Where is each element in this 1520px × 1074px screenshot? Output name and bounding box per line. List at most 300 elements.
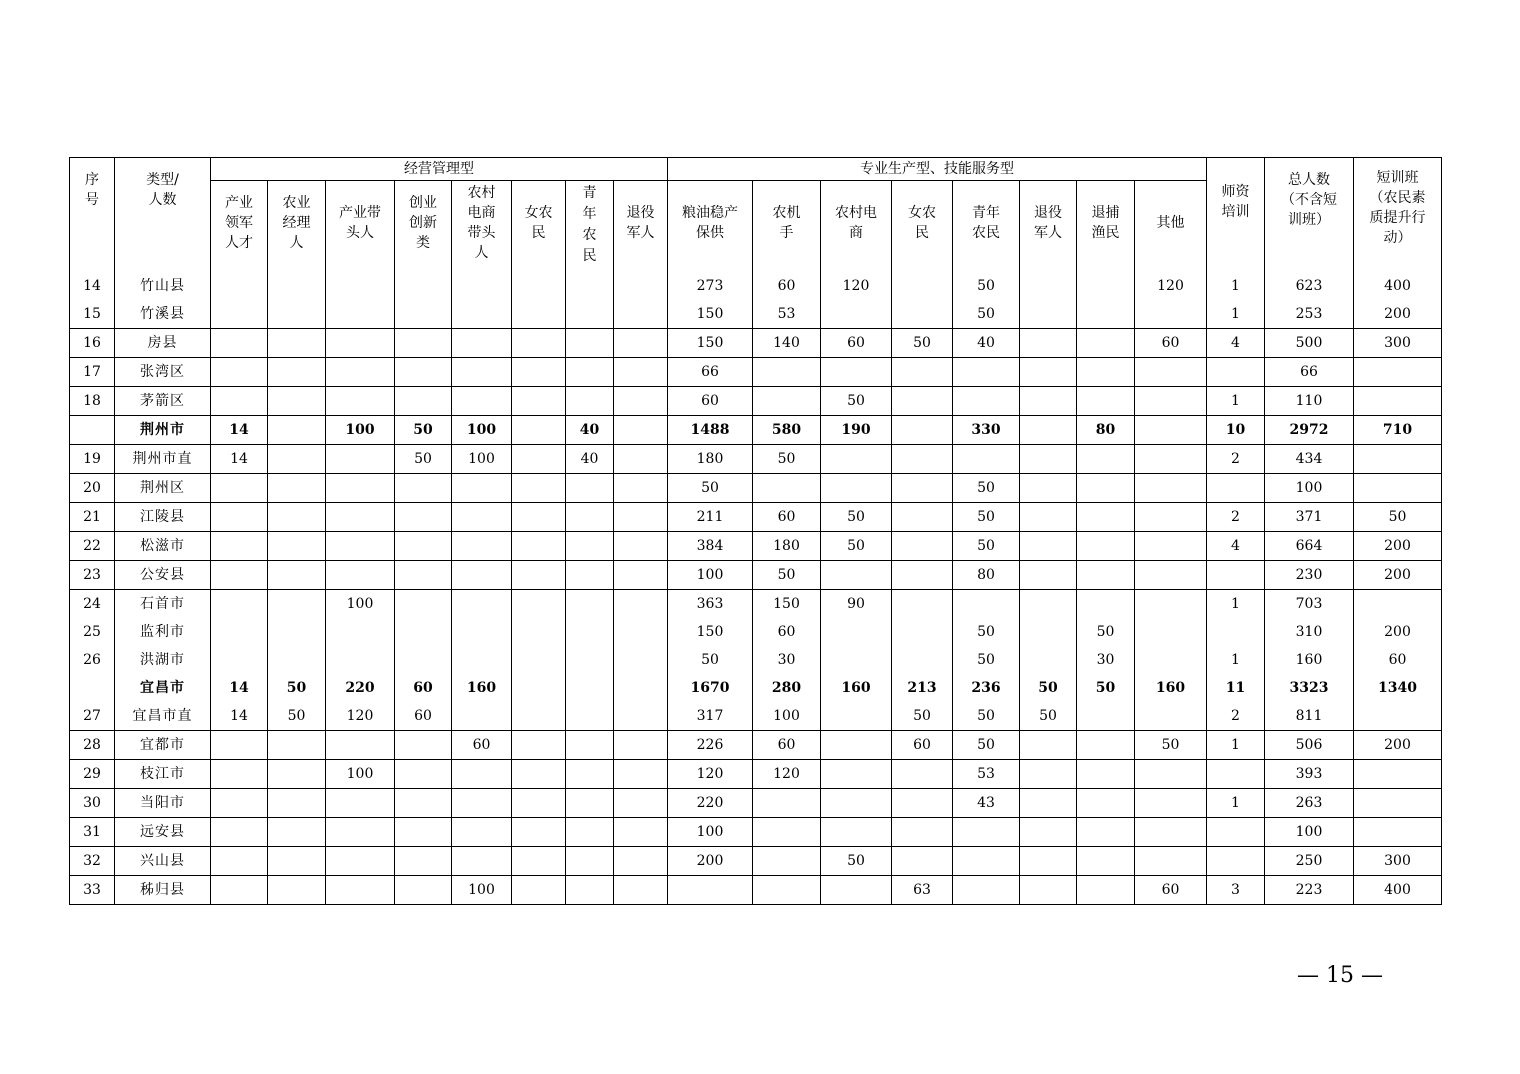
cell-value: 1	[1207, 789, 1265, 818]
cell-value: 50	[953, 618, 1020, 646]
cell-value	[892, 474, 953, 503]
cell-value: 160	[452, 674, 512, 702]
cell-value	[566, 731, 614, 760]
cell-value	[1135, 358, 1207, 387]
cell-value: 63	[892, 876, 953, 905]
training-statistics-table	[69, 157, 1442, 905]
header-group-production: 专业生产型、技能服务型	[668, 158, 1207, 181]
cell-region: 江陵县	[115, 503, 211, 532]
cell-value	[566, 272, 614, 300]
cell-value	[1135, 646, 1207, 674]
cell-value	[326, 329, 395, 358]
cell-value: 14	[211, 445, 268, 474]
table-row	[70, 503, 1442, 532]
cell-value	[512, 702, 566, 731]
cell-value	[326, 847, 395, 876]
cell-value	[512, 674, 566, 702]
cell-value: 160	[1135, 674, 1207, 702]
cell-value	[821, 358, 892, 387]
cell-value	[268, 272, 326, 300]
header-total: 总人数 （不含短 训班）	[1265, 158, 1354, 273]
header-group-management: 经营管理型	[211, 158, 668, 181]
cell-value	[326, 876, 395, 905]
cell-value	[268, 561, 326, 590]
cell-value: 500	[1265, 329, 1354, 358]
cell-region: 竹溪县	[115, 300, 211, 329]
cell-value	[211, 646, 268, 674]
cell-value	[1207, 561, 1265, 590]
cell-value: 50	[821, 503, 892, 532]
cell-value: 200	[1354, 618, 1442, 646]
cell-value	[211, 731, 268, 760]
cell-value: 280	[753, 674, 821, 702]
cell-value: 811	[1265, 702, 1354, 731]
cell-value	[614, 847, 668, 876]
cell-value: 4	[1207, 329, 1265, 358]
cell-value	[953, 847, 1020, 876]
cell-value	[821, 876, 892, 905]
cell-seq: 14	[70, 272, 115, 300]
cell-value: 30	[753, 646, 821, 674]
table-row	[70, 760, 1442, 789]
cell-value: 200	[1354, 532, 1442, 561]
cell-value: 120	[753, 760, 821, 789]
cell-value	[452, 532, 512, 561]
cell-value	[892, 272, 953, 300]
cell-value: 50	[821, 532, 892, 561]
cell-value	[1020, 445, 1077, 474]
cell-value: 710	[1354, 416, 1442, 445]
cell-value	[1020, 818, 1077, 847]
table-row	[70, 618, 1442, 646]
cell-value	[953, 818, 1020, 847]
cell-value: 66	[668, 358, 753, 387]
cell-value	[1207, 474, 1265, 503]
cell-value	[566, 646, 614, 674]
cell-value	[1077, 387, 1135, 416]
cell-value	[1020, 731, 1077, 760]
cell-value: 317	[668, 702, 753, 731]
cell-value	[512, 300, 566, 329]
cell-value	[892, 789, 953, 818]
header-sub: 其他	[1135, 181, 1207, 273]
cell-value: 60	[1354, 646, 1442, 674]
cell-value: 330	[953, 416, 1020, 445]
cell-value	[892, 618, 953, 646]
cell-value: 50	[953, 532, 1020, 561]
cell-value	[614, 731, 668, 760]
cell-value	[892, 387, 953, 416]
cell-value	[326, 272, 395, 300]
cell-value: 60	[452, 731, 512, 760]
cell-value: 506	[1265, 731, 1354, 760]
cell-value	[326, 532, 395, 561]
cell-value	[892, 760, 953, 789]
cell-value	[211, 300, 268, 329]
cell-value: 110	[1265, 387, 1354, 416]
table-row	[70, 590, 1442, 619]
cell-value	[1077, 300, 1135, 329]
header-sub: 退役 军人	[1020, 181, 1077, 273]
cell-value: 40	[566, 416, 614, 445]
cell-value: 60	[753, 618, 821, 646]
cell-value: 2	[1207, 445, 1265, 474]
cell-value	[566, 329, 614, 358]
header-sub: 女农 民	[512, 181, 566, 273]
cell-value	[753, 876, 821, 905]
cell-value: 30	[1077, 646, 1135, 674]
cell-value: 273	[668, 272, 753, 300]
cell-value	[821, 731, 892, 760]
cell-value	[566, 789, 614, 818]
cell-value	[892, 847, 953, 876]
header-sub: 产业带 头人	[326, 181, 395, 273]
cell-value	[1354, 474, 1442, 503]
cell-value	[614, 760, 668, 789]
cell-value	[1135, 532, 1207, 561]
cell-value: 250	[1265, 847, 1354, 876]
cell-value	[211, 272, 268, 300]
cell-value	[512, 731, 566, 760]
table-row	[70, 387, 1442, 416]
cell-value: 60	[753, 731, 821, 760]
cell-value: 4	[1207, 532, 1265, 561]
header-sub: 创业 创新 类	[395, 181, 452, 273]
cell-value	[211, 358, 268, 387]
cell-value	[614, 387, 668, 416]
cell-region: 茅箭区	[115, 387, 211, 416]
cell-seq: 24	[70, 590, 115, 619]
cell-value: 3323	[1265, 674, 1354, 702]
cell-value	[1354, 789, 1442, 818]
cell-value	[268, 387, 326, 416]
cell-value	[211, 387, 268, 416]
cell-value	[326, 445, 395, 474]
cell-seq: 29	[70, 760, 115, 789]
table-row	[70, 561, 1442, 590]
cell-value	[614, 561, 668, 590]
cell-value	[1135, 474, 1207, 503]
table-row	[70, 789, 1442, 818]
cell-seq: 22	[70, 532, 115, 561]
cell-value	[326, 561, 395, 590]
cell-value: 180	[753, 532, 821, 561]
header-seq: 序 号	[70, 158, 115, 273]
cell-seq: 26	[70, 646, 115, 674]
cell-region: 荆州市直	[115, 445, 211, 474]
table-header	[70, 158, 1442, 273]
cell-seq: 32	[70, 847, 115, 876]
cell-value: 120	[821, 272, 892, 300]
cell-value: 50	[953, 731, 1020, 760]
cell-seq	[70, 416, 115, 445]
header-type: 类型/ 人数	[115, 158, 211, 273]
cell-value	[1207, 818, 1265, 847]
cell-value: 2	[1207, 702, 1265, 731]
cell-value	[268, 646, 326, 674]
cell-value: 50	[668, 646, 753, 674]
cell-value: 40	[953, 329, 1020, 358]
cell-region: 松滋市	[115, 532, 211, 561]
cell-value	[1020, 760, 1077, 789]
table-row	[70, 474, 1442, 503]
cell-value: 230	[1265, 561, 1354, 590]
table-row	[70, 272, 1442, 300]
cell-value: 150	[668, 618, 753, 646]
cell-value	[268, 760, 326, 789]
cell-value	[326, 618, 395, 646]
cell-value	[953, 445, 1020, 474]
cell-value	[1020, 847, 1077, 876]
cell-value	[512, 445, 566, 474]
header-short-course: 短训班 （农民素 质提升行 动）	[1354, 158, 1442, 273]
cell-value: 200	[668, 847, 753, 876]
cell-value	[1077, 789, 1135, 818]
cell-value	[566, 561, 614, 590]
cell-value	[211, 474, 268, 503]
cell-value	[452, 272, 512, 300]
cell-value	[395, 358, 452, 387]
cell-value: 43	[953, 789, 1020, 818]
cell-value: 50	[668, 474, 753, 503]
table-row	[70, 731, 1442, 760]
cell-value	[395, 760, 452, 789]
cell-value	[821, 789, 892, 818]
cell-value	[452, 646, 512, 674]
cell-value	[566, 847, 614, 876]
cell-value	[395, 590, 452, 619]
cell-value: 190	[821, 416, 892, 445]
cell-value	[1020, 474, 1077, 503]
header-sub: 青年 农民	[953, 181, 1020, 273]
cell-value: 2972	[1265, 416, 1354, 445]
cell-value	[953, 876, 1020, 905]
cell-value: 100	[452, 445, 512, 474]
cell-value	[566, 358, 614, 387]
cell-value: 90	[821, 590, 892, 619]
cell-value	[395, 847, 452, 876]
cell-value: 50	[1135, 731, 1207, 760]
cell-value	[566, 674, 614, 702]
cell-region: 兴山县	[115, 847, 211, 876]
cell-value	[512, 272, 566, 300]
cell-value	[452, 702, 512, 731]
cell-region: 监利市	[115, 618, 211, 646]
cell-value: 60	[892, 731, 953, 760]
cell-value	[512, 358, 566, 387]
cell-value	[395, 789, 452, 818]
cell-value	[614, 702, 668, 731]
cell-value	[1135, 590, 1207, 619]
cell-value: 236	[953, 674, 1020, 702]
cell-value	[512, 618, 566, 646]
cell-value	[326, 474, 395, 503]
cell-value	[268, 474, 326, 503]
cell-value	[1135, 300, 1207, 329]
cell-value: 50	[821, 847, 892, 876]
cell-value	[211, 760, 268, 789]
cell-value	[211, 618, 268, 646]
header-sub: 产业 领军 人才	[211, 181, 268, 273]
cell-value	[821, 702, 892, 731]
cell-value	[452, 789, 512, 818]
cell-value	[1020, 618, 1077, 646]
cell-value	[1077, 561, 1135, 590]
cell-value: 50	[892, 329, 953, 358]
cell-value	[1354, 358, 1442, 387]
cell-value: 664	[1265, 532, 1354, 561]
cell-value	[614, 674, 668, 702]
cell-value	[1354, 702, 1442, 731]
cell-value	[1020, 358, 1077, 387]
cell-value	[452, 760, 512, 789]
cell-value	[753, 358, 821, 387]
cell-value	[1077, 876, 1135, 905]
cell-value	[326, 646, 395, 674]
cell-value: 50	[268, 674, 326, 702]
cell-value	[1077, 503, 1135, 532]
cell-value	[1135, 789, 1207, 818]
cell-value	[1020, 789, 1077, 818]
cell-value: 50	[1077, 618, 1135, 646]
cell-value	[268, 503, 326, 532]
cell-value	[395, 329, 452, 358]
cell-value	[211, 789, 268, 818]
cell-value	[614, 503, 668, 532]
cell-value	[614, 789, 668, 818]
cell-value: 10	[1207, 416, 1265, 445]
cell-value: 50	[892, 702, 953, 731]
cell-value	[614, 474, 668, 503]
cell-value	[821, 760, 892, 789]
cell-value	[326, 503, 395, 532]
cell-value	[566, 818, 614, 847]
cell-value: 100	[452, 416, 512, 445]
cell-value	[614, 646, 668, 674]
cell-value	[211, 561, 268, 590]
cell-value: 14	[211, 416, 268, 445]
cell-value	[1020, 532, 1077, 561]
cell-value: 50	[1077, 674, 1135, 702]
cell-value	[821, 646, 892, 674]
cell-value: 1	[1207, 646, 1265, 674]
cell-value	[326, 387, 395, 416]
cell-value	[395, 731, 452, 760]
cell-value	[452, 387, 512, 416]
cell-value: 100	[1265, 818, 1354, 847]
cell-value: 150	[668, 300, 753, 329]
cell-value: 50	[1354, 503, 1442, 532]
cell-region: 远安县	[115, 818, 211, 847]
cell-value	[821, 300, 892, 329]
header-sub: 退役 军人	[614, 181, 668, 273]
cell-value: 623	[1265, 272, 1354, 300]
cell-region: 竹山县	[115, 272, 211, 300]
cell-value	[326, 818, 395, 847]
cell-value	[452, 300, 512, 329]
cell-value	[1077, 532, 1135, 561]
cell-value	[1354, 818, 1442, 847]
cell-value	[1135, 847, 1207, 876]
cell-value	[268, 731, 326, 760]
cell-value	[211, 818, 268, 847]
cell-value: 100	[668, 561, 753, 590]
cell-value	[566, 474, 614, 503]
cell-value: 60	[1135, 876, 1207, 905]
cell-seq: 21	[70, 503, 115, 532]
cell-value	[566, 300, 614, 329]
cell-seq: 18	[70, 387, 115, 416]
cell-value	[1135, 387, 1207, 416]
cell-value	[614, 818, 668, 847]
cell-region: 公安县	[115, 561, 211, 590]
cell-value	[892, 416, 953, 445]
cell-value: 100	[326, 760, 395, 789]
cell-value	[821, 445, 892, 474]
cell-value: 100	[452, 876, 512, 905]
cell-region: 洪湖市	[115, 646, 211, 674]
cell-seq: 28	[70, 731, 115, 760]
cell-value: 220	[668, 789, 753, 818]
cell-value	[1135, 503, 1207, 532]
cell-value	[1077, 731, 1135, 760]
cell-value	[1135, 445, 1207, 474]
cell-seq: 30	[70, 789, 115, 818]
cell-value	[953, 358, 1020, 387]
cell-value: 200	[1354, 731, 1442, 760]
cell-value: 50	[395, 416, 452, 445]
cell-value: 200	[1354, 561, 1442, 590]
cell-value	[566, 503, 614, 532]
cell-value	[1020, 416, 1077, 445]
cell-value: 60	[753, 503, 821, 532]
cell-value	[1077, 474, 1135, 503]
cell-value	[1354, 590, 1442, 619]
table-body	[70, 272, 1442, 905]
cell-value	[211, 590, 268, 619]
cell-value: 50	[953, 474, 1020, 503]
cell-value: 100	[1265, 474, 1354, 503]
cell-value: 50	[395, 445, 452, 474]
cell-value	[566, 532, 614, 561]
table-row	[70, 702, 1442, 731]
cell-value: 3	[1207, 876, 1265, 905]
cell-value	[395, 561, 452, 590]
cell-value	[566, 760, 614, 789]
cell-value	[1077, 272, 1135, 300]
cell-value	[452, 847, 512, 876]
cell-value	[1077, 329, 1135, 358]
cell-value	[512, 503, 566, 532]
cell-value	[268, 789, 326, 818]
header-sub: 青 年 农 民	[566, 181, 614, 273]
cell-value: 50	[953, 300, 1020, 329]
table-row	[70, 329, 1442, 358]
cell-value: 384	[668, 532, 753, 561]
cell-value	[452, 474, 512, 503]
cell-value: 80	[953, 561, 1020, 590]
cell-value	[452, 618, 512, 646]
cell-value	[268, 818, 326, 847]
cell-value	[1020, 387, 1077, 416]
cell-value	[512, 329, 566, 358]
header-sub: 农业 经理 人	[268, 181, 326, 273]
cell-value: 253	[1265, 300, 1354, 329]
cell-value	[512, 789, 566, 818]
cell-value: 580	[753, 416, 821, 445]
cell-value: 11	[1207, 674, 1265, 702]
cell-value: 211	[668, 503, 753, 532]
